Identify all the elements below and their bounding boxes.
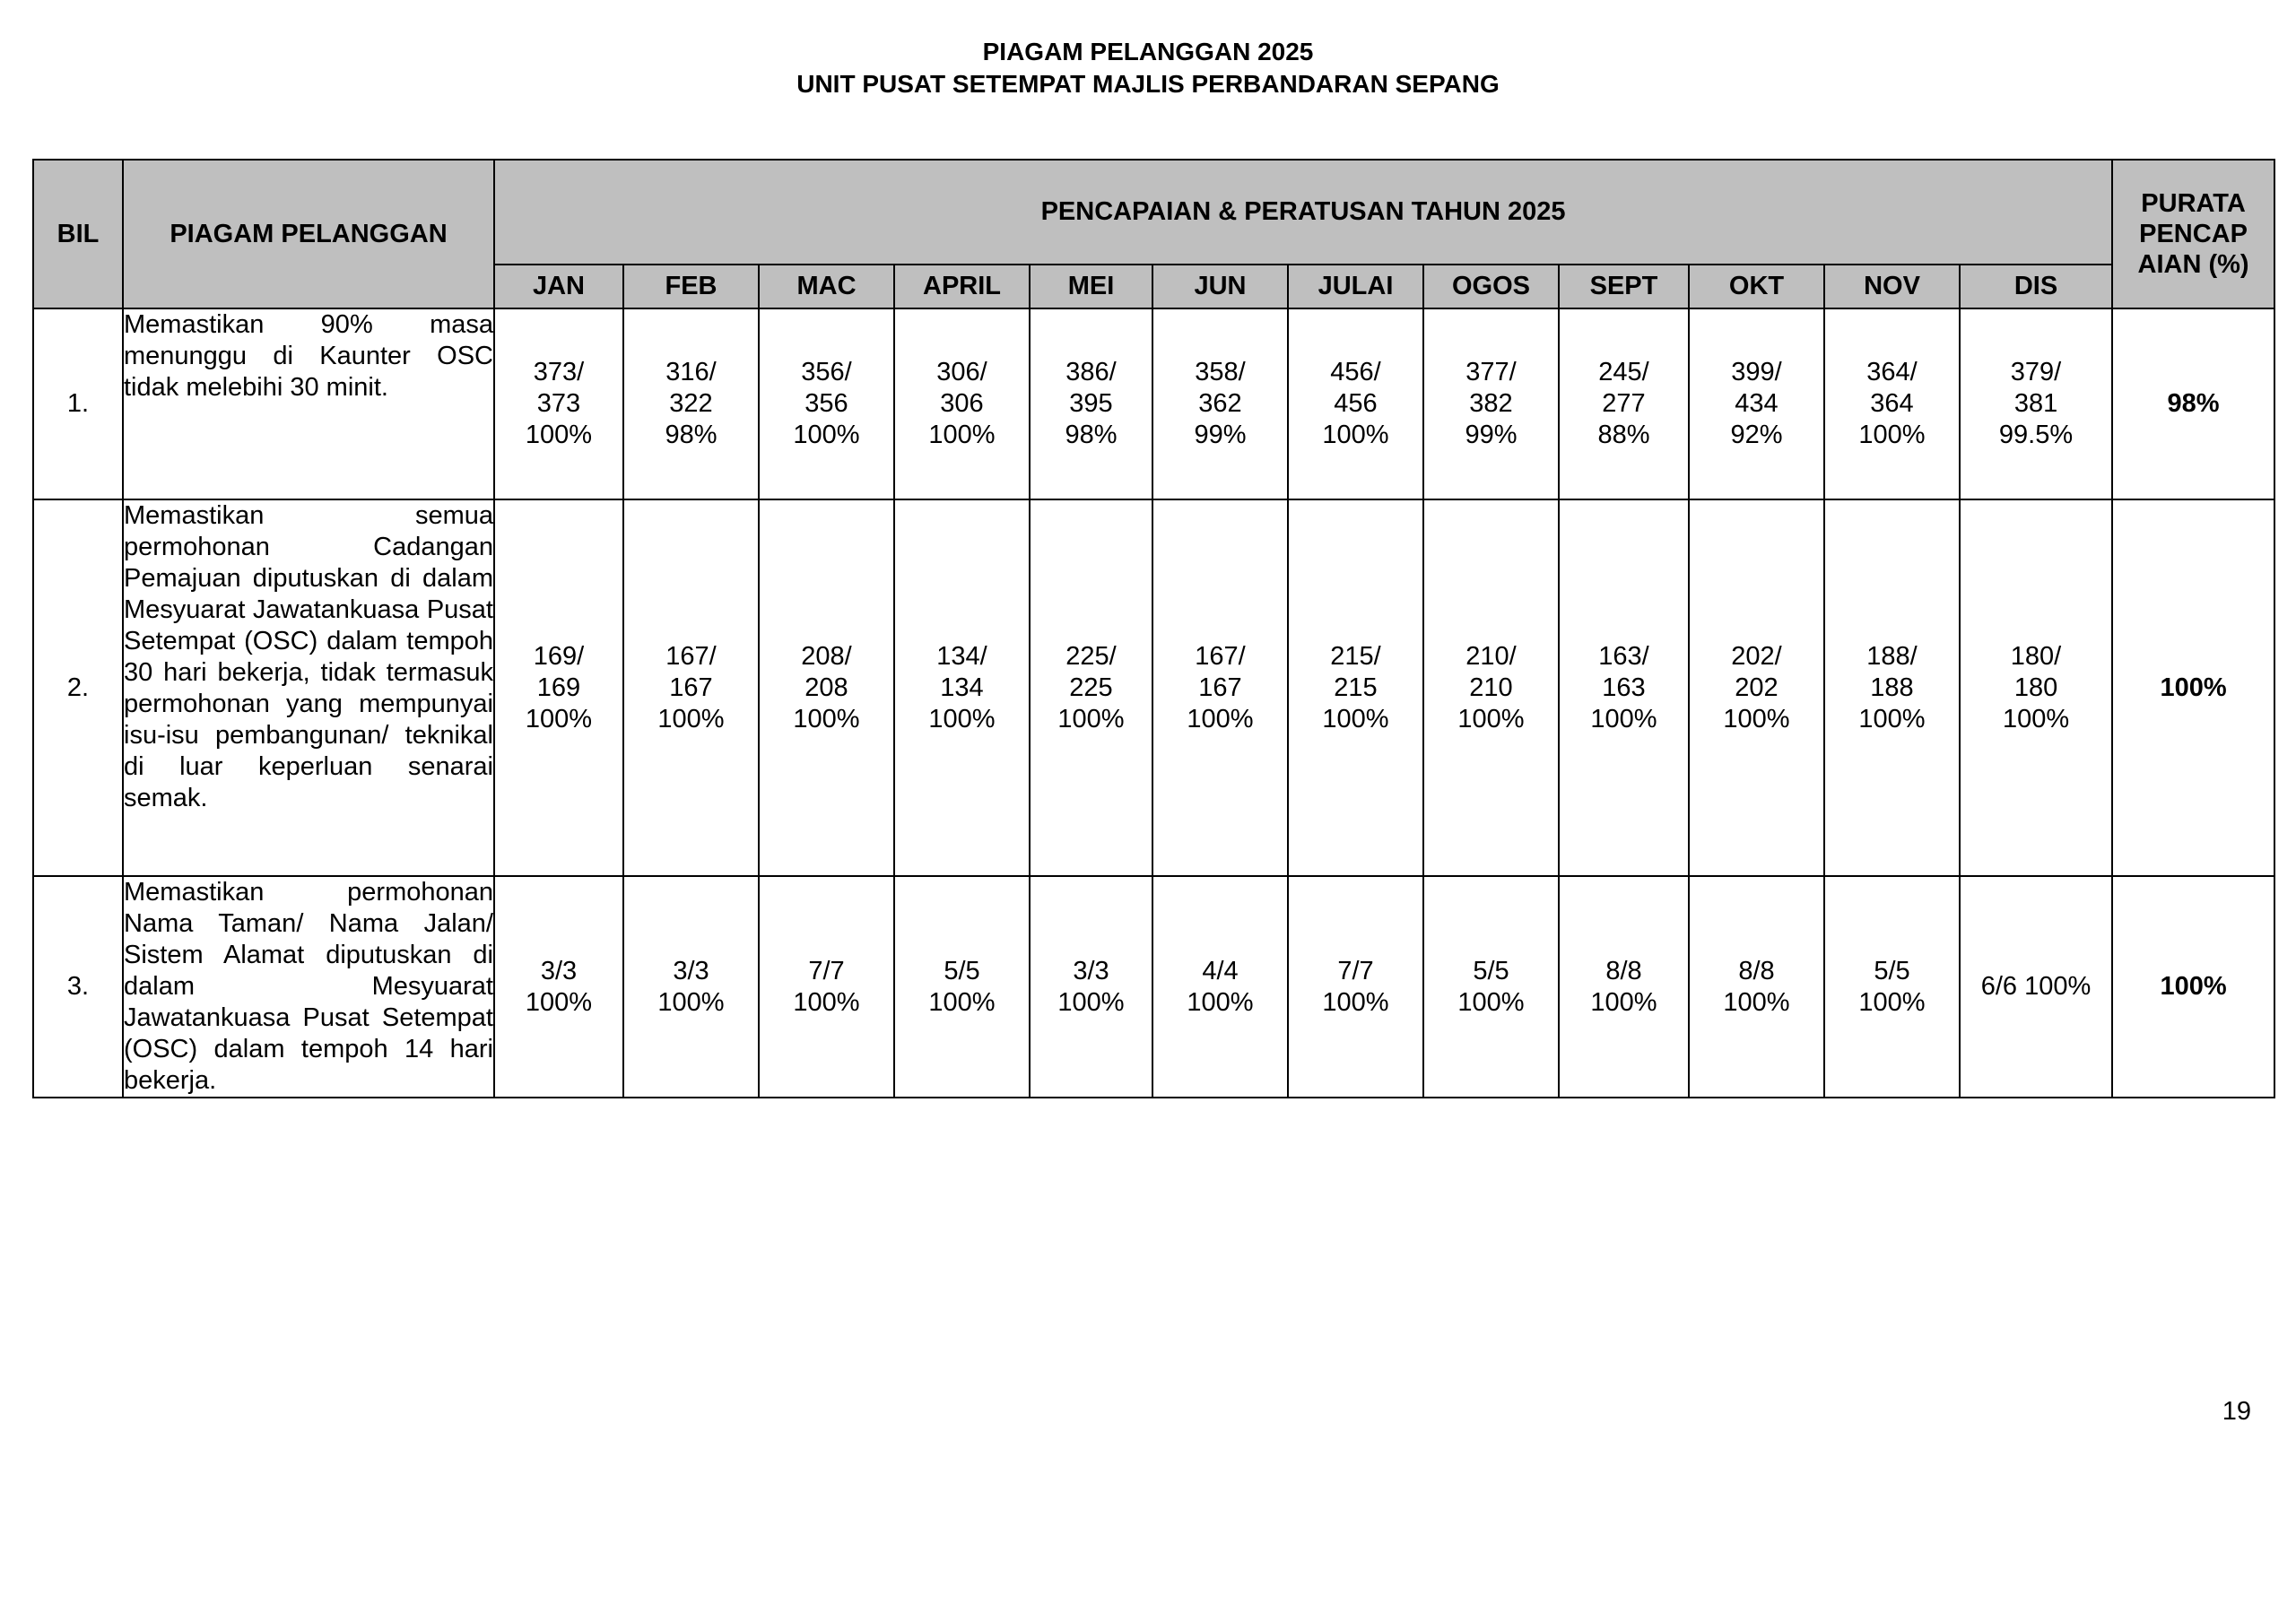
cell-frac: 167/ bbox=[665, 641, 717, 671]
cell-pct: 100% bbox=[1858, 704, 1926, 733]
month-value-cell bbox=[1288, 308, 1423, 499]
cell-ratio: 5/5 bbox=[1473, 956, 1509, 985]
month-value-cell bbox=[623, 876, 759, 1098]
header-month-ogos: OGOS bbox=[1423, 265, 1559, 308]
cell-total: 188 bbox=[1870, 673, 1914, 702]
cell-total: 225 bbox=[1069, 673, 1113, 702]
month-value-cell bbox=[1559, 308, 1689, 499]
month-value-cell bbox=[1030, 308, 1152, 499]
row-description: Memastikan semua permohonan Cadangan Pemajuan diputuskan di dalam Mesyuarat Jawatankuasa Pusat Setempat (OSC) dalam tempoh 30 hari bekerja, tidak termasuk permohonan yang mempunyai isu-isu pembangunan/ teknikal di luar keperluan senarai semak. bbox=[123, 499, 494, 876]
cell-pct: 100% bbox=[793, 421, 860, 449]
month-value-cell bbox=[1030, 499, 1152, 876]
cell-total: 167 bbox=[669, 673, 713, 702]
cell-total: 202 bbox=[1735, 673, 1779, 702]
cell-frac: 356/ bbox=[801, 358, 852, 386]
cell-frac: 379/ bbox=[2010, 358, 2062, 386]
row-average: 100% bbox=[2112, 499, 2274, 876]
page-number: 19 bbox=[2222, 1397, 2251, 1426]
cell-frac: 169/ bbox=[533, 641, 585, 671]
cell-pct: 100% bbox=[1590, 987, 1657, 1017]
month-value-cell bbox=[759, 308, 894, 499]
cell-frac: 134/ bbox=[936, 641, 987, 671]
cell-pct: 98% bbox=[1065, 421, 1118, 449]
table-row bbox=[33, 308, 2274, 499]
header-bil: BIL bbox=[33, 160, 123, 308]
row-description: Memastikan permohonan Nama Taman/ Nama Jalan/ Sistem Alamat diputuskan di dalam Mesyuarat Jawatankuasa Pusat Setempat (OSC) dalam tempoh 14 hari bekerja. bbox=[123, 876, 494, 1098]
month-value-cell bbox=[1423, 499, 1559, 876]
cell-frac: 167/ bbox=[1195, 641, 1246, 671]
cell-frac: 386/ bbox=[1065, 358, 1117, 386]
cell-frac: 456/ bbox=[1330, 358, 1381, 386]
header-month-mei: MEI bbox=[1030, 265, 1152, 308]
month-value-cell bbox=[759, 499, 894, 876]
cell-total: 356 bbox=[804, 389, 848, 418]
cell-frac: 358/ bbox=[1195, 358, 1246, 386]
month-value-cell bbox=[1960, 499, 2112, 876]
cell-total: 208 bbox=[804, 673, 848, 702]
cell-total: 434 bbox=[1735, 389, 1779, 418]
row-bil: 1. bbox=[33, 308, 123, 499]
header-piagam-pelanggan: PIAGAM PELANGGAN bbox=[123, 160, 494, 308]
cell-pct: 100% bbox=[2002, 704, 2070, 733]
cell-ratio: 8/8 bbox=[1605, 956, 1642, 985]
customer-charter-table bbox=[32, 159, 2275, 1098]
month-value-cell bbox=[1288, 876, 1423, 1098]
document-title: PIAGAM PELANGGAN 2025 bbox=[982, 38, 1314, 65]
cell-pct: 100% bbox=[793, 704, 860, 733]
row-average: 98% bbox=[2112, 308, 2274, 499]
cell-frac: 306/ bbox=[936, 358, 987, 386]
month-value-cell bbox=[1824, 308, 1960, 499]
cell-pct: 100% bbox=[1322, 421, 1389, 449]
month-value-cell bbox=[759, 876, 894, 1098]
cell-ratio: 5/5 bbox=[1874, 956, 1910, 985]
cell-pct: 99% bbox=[1465, 421, 1518, 449]
cell-pct: 100% bbox=[1858, 987, 1926, 1017]
month-value-cell bbox=[494, 308, 623, 499]
cell-frac: 225/ bbox=[1065, 641, 1117, 671]
cell-pct: 100% bbox=[1723, 987, 1790, 1017]
month-value-cell bbox=[1689, 499, 1824, 876]
month-value-cell bbox=[1559, 499, 1689, 876]
cell-total: 167 bbox=[1198, 673, 1242, 702]
cell-total: 322 bbox=[669, 389, 713, 418]
cell-pct: 100% bbox=[657, 987, 725, 1017]
month-value-cell bbox=[1030, 876, 1152, 1098]
cell-ratio: 5/5 bbox=[944, 956, 980, 985]
month-value-cell bbox=[1824, 499, 1960, 876]
cell-total: 169 bbox=[536, 673, 581, 702]
cell-pct: 100% bbox=[1187, 987, 1254, 1017]
cell-total: 210 bbox=[1469, 673, 1513, 702]
cell-pct: 100% bbox=[928, 987, 996, 1017]
month-value-cell bbox=[494, 499, 623, 876]
cell-frac: 377/ bbox=[1465, 358, 1517, 386]
header-month-april: APRIL bbox=[894, 265, 1030, 308]
row-description: Memastikan 90% masa menunggu di Kaunter OSC tidak melebihi 30 minit. bbox=[123, 308, 494, 499]
cell-pct: 99% bbox=[1194, 421, 1247, 449]
month-value-cell bbox=[894, 308, 1030, 499]
cell-pct: 100% bbox=[1187, 704, 1254, 733]
cell-pct: 100% bbox=[1457, 704, 1525, 733]
row-bil: 2. bbox=[33, 499, 123, 876]
cell-ratio: 3/3 bbox=[540, 956, 578, 985]
cell-pct: 99.5% bbox=[1998, 421, 2074, 449]
cell-pct: 100% bbox=[793, 987, 860, 1017]
month-value-cell bbox=[1152, 308, 1288, 499]
cell-total: 395 bbox=[1069, 389, 1113, 418]
month-value-cell bbox=[623, 308, 759, 499]
cell-pct: 100% bbox=[1322, 987, 1389, 1017]
row-average: 100% bbox=[2112, 876, 2274, 1098]
cell-total: 163 bbox=[1602, 673, 1646, 702]
cell-total: 134 bbox=[940, 673, 984, 702]
cell-pct: 100% bbox=[1457, 987, 1525, 1017]
month-value-cell bbox=[1824, 876, 1960, 1098]
header-pencapaian-group: PENCAPAIAN & PERATUSAN TAHUN 2025 bbox=[494, 160, 2112, 265]
cell-frac: 180/ bbox=[2010, 641, 2062, 671]
header-month-jun: JUN bbox=[1152, 265, 1288, 308]
cell-pct: 100% bbox=[525, 421, 593, 449]
table-row bbox=[33, 876, 2274, 1098]
cell-total: 180 bbox=[2013, 673, 2058, 702]
month-value-cell bbox=[1960, 308, 2112, 499]
cell-frac: 215/ bbox=[1330, 641, 1381, 671]
cell-frac: 373/ bbox=[533, 358, 585, 386]
header-month-feb: FEB bbox=[623, 265, 759, 308]
month-value-cell bbox=[623, 499, 759, 876]
month-value-cell bbox=[1152, 499, 1288, 876]
cell-frac: 202/ bbox=[1731, 641, 1782, 671]
cell-pct: 100% bbox=[1322, 704, 1389, 733]
cell-total: 381 bbox=[2013, 389, 2058, 418]
month-value-cell bbox=[894, 499, 1030, 876]
cell-frac: 316/ bbox=[665, 358, 717, 386]
header-month-mac: MAC bbox=[759, 265, 894, 308]
month-value-cell bbox=[1559, 876, 1689, 1098]
cell-ratio: 3/3 bbox=[1073, 956, 1109, 985]
cell-pct: 100% bbox=[928, 421, 996, 449]
cell-ratio: 7/7 bbox=[1337, 956, 1374, 985]
cell-total: 456 bbox=[1334, 389, 1378, 418]
header-month-sept: SEPT bbox=[1559, 265, 1689, 308]
month-value-cell bbox=[1689, 308, 1824, 499]
month-value-cell bbox=[1689, 876, 1824, 1098]
cell-pct: 100% bbox=[1057, 987, 1125, 1017]
month-value-cell bbox=[1960, 876, 2112, 1098]
cell-pct: 100% bbox=[1858, 421, 1926, 449]
cell-pct: 100% bbox=[1723, 704, 1790, 733]
header-purata: PURATA PENCAP AIAN (%) bbox=[2112, 160, 2274, 308]
cell-pct: 100% bbox=[1057, 704, 1125, 733]
cell-pct: 100% bbox=[525, 704, 593, 733]
cell-frac: 364/ bbox=[1866, 358, 1918, 386]
cell-ratio: 3/3 bbox=[673, 956, 709, 985]
cell-ratio: 8/8 bbox=[1738, 956, 1775, 985]
cell-total: 382 bbox=[1469, 389, 1513, 418]
header-month-okt: OKT bbox=[1689, 265, 1824, 308]
cell-ratio: 6/6 100% bbox=[1980, 972, 2092, 1001]
cell-frac: 208/ bbox=[801, 641, 852, 671]
header-month-jan: JAN bbox=[494, 265, 623, 308]
month-value-cell bbox=[1423, 308, 1559, 499]
cell-pct: 100% bbox=[657, 704, 725, 733]
cell-pct: 100% bbox=[525, 987, 593, 1017]
month-value-cell bbox=[1423, 876, 1559, 1098]
month-value-cell bbox=[894, 876, 1030, 1098]
month-value-cell bbox=[1152, 876, 1288, 1098]
cell-total: 364 bbox=[1870, 389, 1914, 418]
cell-pct: 92% bbox=[1730, 421, 1783, 449]
cell-pct: 100% bbox=[928, 704, 996, 733]
cell-pct: 100% bbox=[1590, 704, 1657, 733]
row-bil: 3. bbox=[33, 876, 123, 1098]
month-value-cell bbox=[494, 876, 623, 1098]
cell-frac: 163/ bbox=[1598, 641, 1649, 671]
cell-frac: 399/ bbox=[1731, 358, 1782, 386]
header-month-dis: DIS bbox=[1960, 265, 2112, 308]
cell-total: 373 bbox=[536, 389, 581, 418]
table-row bbox=[33, 499, 2274, 876]
cell-pct: 98% bbox=[665, 421, 718, 449]
cell-ratio: 4/4 bbox=[1202, 956, 1239, 985]
cell-frac: 188/ bbox=[1866, 641, 1918, 671]
cell-total: 277 bbox=[1602, 389, 1646, 418]
cell-pct: 88% bbox=[1597, 421, 1650, 449]
header-month-julai: JULAI bbox=[1288, 265, 1423, 308]
cell-frac: 210/ bbox=[1465, 641, 1517, 671]
document-subtitle: UNIT PUSAT SETEMPAT MAJLIS PERBANDARAN SEPANG bbox=[796, 70, 1500, 98]
cell-frac: 245/ bbox=[1598, 358, 1649, 386]
cell-total: 215 bbox=[1334, 673, 1378, 702]
cell-total: 362 bbox=[1198, 389, 1242, 418]
cell-total: 306 bbox=[940, 389, 984, 418]
month-value-cell bbox=[1288, 499, 1423, 876]
header-month-nov: NOV bbox=[1824, 265, 1960, 308]
cell-ratio: 7/7 bbox=[808, 956, 845, 985]
